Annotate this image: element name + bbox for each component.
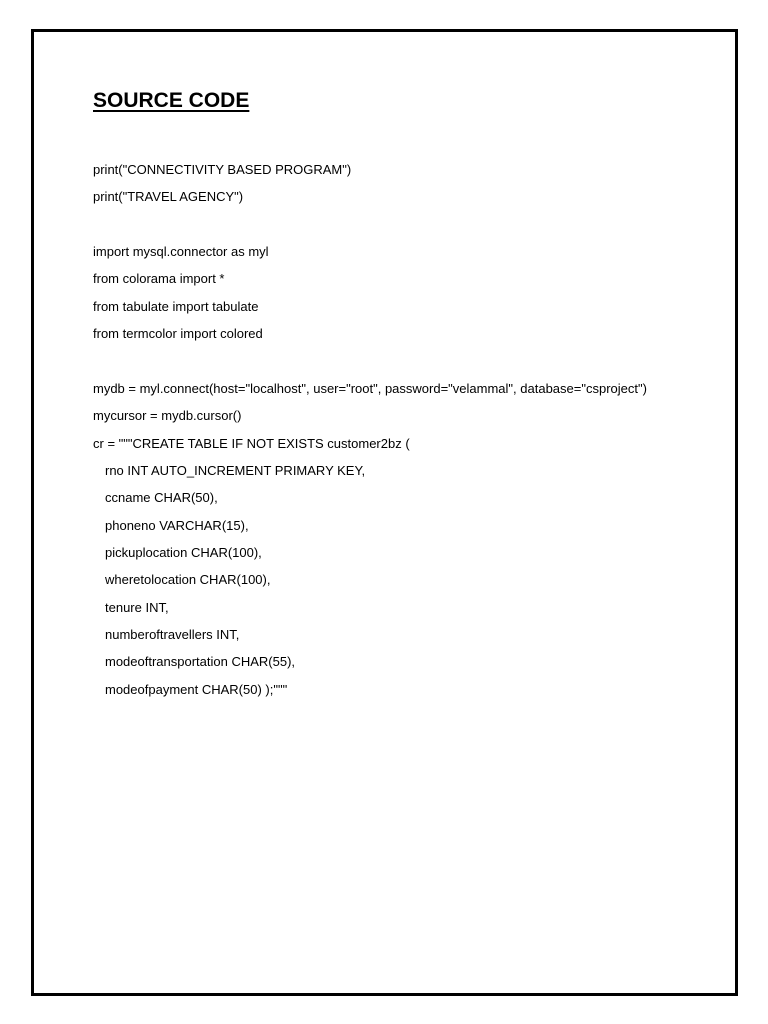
page-heading: SOURCE CODE <box>93 89 250 112</box>
code-line: import mysql.connector as myl <box>93 244 269 259</box>
code-line: ccname CHAR(50), <box>105 490 218 505</box>
code-line: numberoftravellers INT, <box>105 627 240 642</box>
code-line: modeoftransportation CHAR(55), <box>105 654 296 669</box>
code-line: from termcolor import colored <box>93 326 263 341</box>
code-line: wheretolocation CHAR(100), <box>105 572 271 587</box>
code-line: modeofpayment CHAR(50) );""" <box>105 682 288 697</box>
code-line: print("CONNECTIVITY BASED PROGRAM") <box>93 162 352 177</box>
code-line: phoneno VARCHAR(15), <box>105 518 249 533</box>
code-line: cr = """CREATE TABLE IF NOT EXISTS customer2bz ( <box>93 436 410 451</box>
code-line: from colorama import * <box>93 271 225 286</box>
code-line: from tabulate import tabulate <box>93 299 259 314</box>
code-line: mycursor = mydb.cursor() <box>93 408 242 423</box>
code-line: mydb = myl.connect(host="localhost", user="root", password="velammal", database="csproject") <box>93 381 647 396</box>
code-line: rno INT AUTO_INCREMENT PRIMARY KEY, <box>105 463 366 478</box>
code-line: tenure INT, <box>105 600 169 615</box>
code-line: pickuplocation CHAR(100), <box>105 545 262 560</box>
code-line: print("TRAVEL AGENCY") <box>93 189 244 204</box>
